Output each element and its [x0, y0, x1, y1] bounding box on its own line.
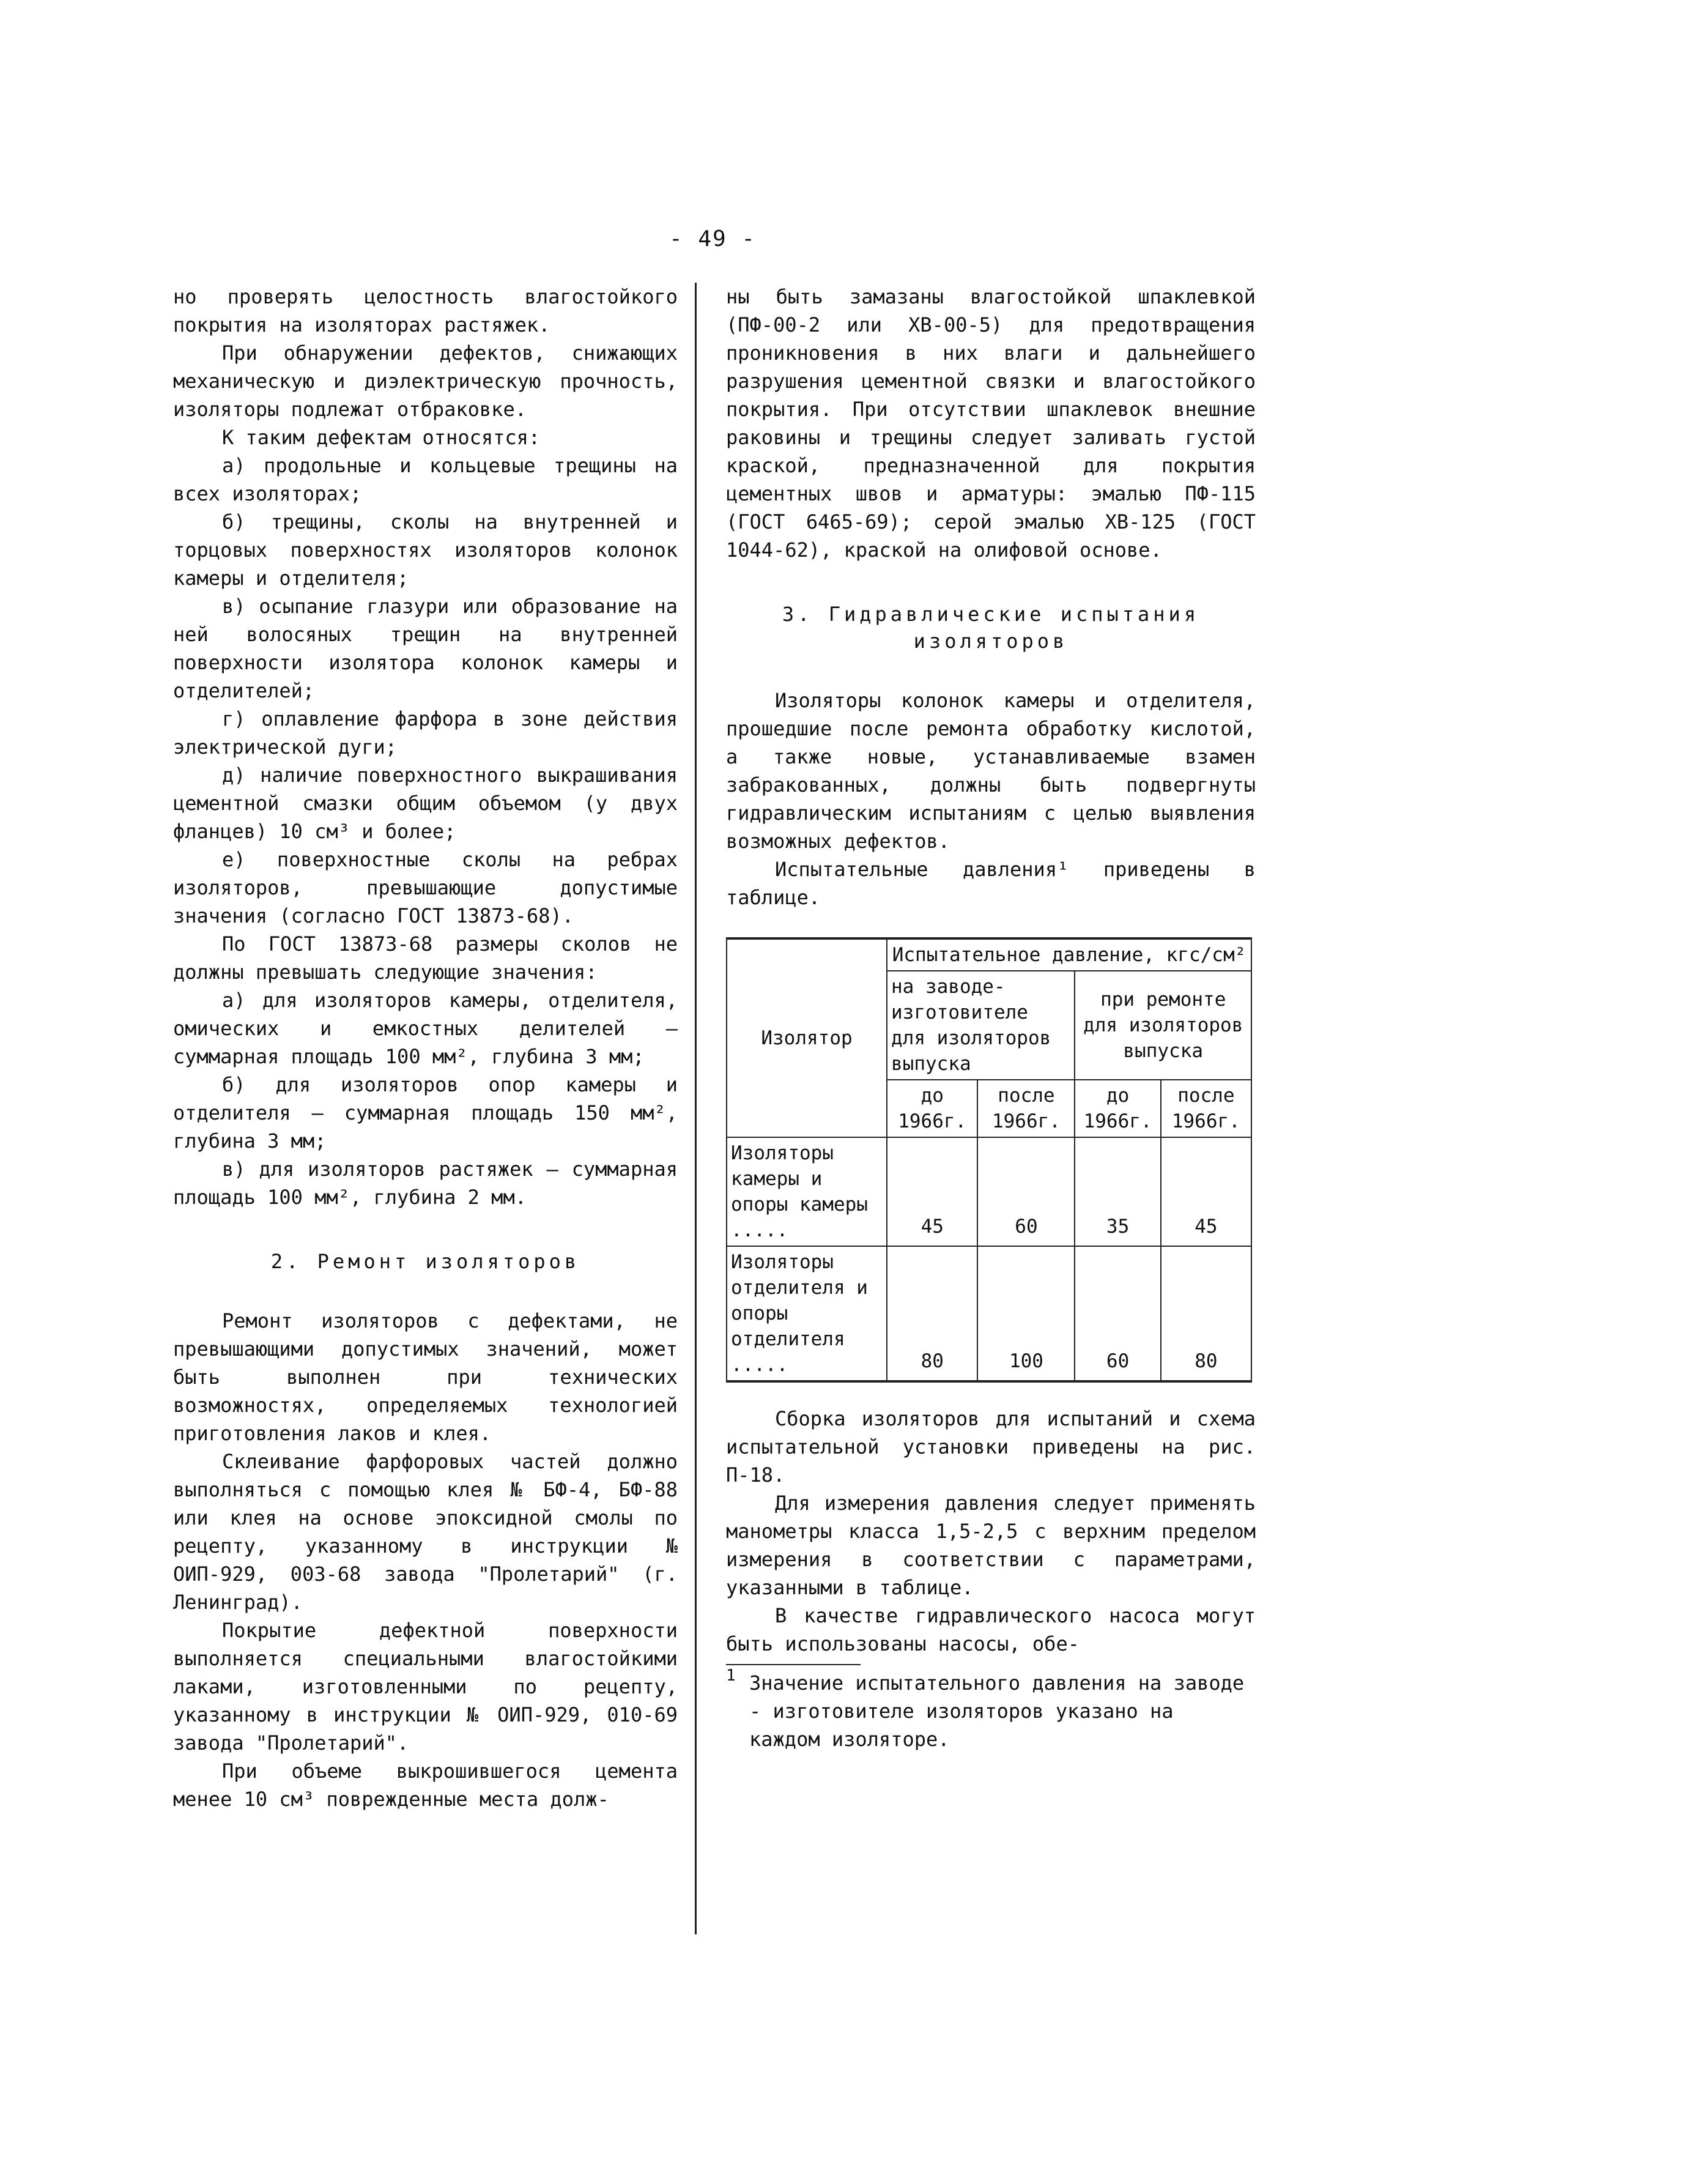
table-row [727, 1137, 1251, 1246]
paragraph-putty-continuation: ны быть замазаны влагостойкой шпаклевкой (ПФ-00-2 или ХВ-00-5) для предотвращения проникновения в них влаги и дальнейшего разрушения цементной связки и влагостойкого покрытия. При отсутствии шпаклевок внешние раковины и трещины следует заливать густой краской, предназначенной для покрытия цементных швов и арматуры: эмалью ПФ-115 (ГОСТ 6465-69); серой эмалью ХВ-125 (ГОСТ 1044-62), краской на олифовой основе. [726, 285, 1256, 562]
cell-value: 60 [977, 1137, 1075, 1246]
paragraph-defects-list-title: К таким дефектам относятся: [222, 426, 541, 449]
column-divider [695, 283, 697, 1934]
row-name: Изоляторы отделителя и опоры отделителя ..... [727, 1246, 887, 1381]
right-column [726, 283, 1256, 1753]
header-factory-before: до 1966г. [887, 1080, 977, 1137]
row-name: Изоляторы камеры и опоры камеры ..... [727, 1137, 887, 1246]
section-3-heading [726, 601, 1256, 655]
paragraph-gost-limits: По ГОСТ 13873-68 размеры сколов не должны превышать следующие значения: [173, 932, 678, 984]
cell-value: 45 [1161, 1137, 1251, 1246]
footnote-text: Значение испытательного давления на заводе - изготовителе изоляторов указано на каждом изоляторе. [749, 1671, 1245, 1751]
cell-value: 45 [887, 1137, 977, 1246]
footnote-rule [726, 1664, 861, 1665]
repair-paragraph-2: Склеивание фарфоровых частей должно выполняться с помощью клея № БФ-4, БФ-88 или клея на основе эпоксидной смолы по рецепту, указанному в инструкции № ОИП-929, 003-68 завода "Пролетарий" (г. Ленинград). [173, 1450, 678, 1614]
page-number: - 49 - [669, 226, 757, 251]
limit-item-b: б) для изоляторов опор камеры и отделителя — суммарная площадь 150 мм², глубина 3 мм; [173, 1073, 678, 1153]
cell-value: 100 [977, 1246, 1075, 1381]
cell-value: 60 [1075, 1246, 1160, 1381]
defect-item-e: е) поверхностные сколы на ребрах изоляторов, превышающие допустимые значения (согласно ГОСТ 13873-68). [173, 848, 678, 927]
cell-value: 35 [1075, 1137, 1160, 1246]
manometer-paragraph: Для измерения давления следует применять манометры класса 1,5-2,5 с верхним пределом измерения в соответствии с параметрами, указанными в таблице. [726, 1491, 1256, 1599]
footnote-mark: 1 [726, 1666, 736, 1685]
table-row [727, 1246, 1251, 1381]
header-repair-before: до 1966г. [1075, 1080, 1160, 1137]
header-factory: на заводе-изготовителе для изоляторов выпуска [887, 971, 1075, 1080]
defect-item-v: в) осыпание глазури или образование на ней волосяных трещин на внутренней поверхности изолятора колонок камеры и отделителей; [173, 595, 678, 702]
footnote [726, 1666, 1256, 1753]
hydraulic-test-paragraph: Изоляторы колонок камеры и отделителя, прошедшие после ремонта обработку кислотой, а также новые, устанавливаемые взамен забракованных, должны быть подвергнуты гидравлическим испытаниям с целью выявления возможных дефектов. [726, 689, 1256, 853]
pump-paragraph: В качестве гидравлического насоса могут быть использованы насосы, обе- [726, 1604, 1256, 1655]
limit-item-v: в) для изоляторов растяжек — суммарная площадь 100 мм², глубина 2 мм. [173, 1157, 678, 1209]
cell-value: 80 [1161, 1246, 1251, 1381]
left-column [173, 283, 678, 1813]
test-pressure-reference: Испытательные давления¹ приведены в таблице. [726, 858, 1256, 909]
section-3-heading-line-2: изоляторов [913, 630, 1069, 653]
repair-paragraph-3: Покрытие дефектной поверхности выполняется специальными влагостойкими лаками, изготовленными по рецепту, указанному в инструкции № ОИП-929, 010-69 завода "Пролетарий". [173, 1619, 678, 1755]
cell-value: 80 [887, 1246, 977, 1381]
table-header-row [727, 938, 1251, 971]
defect-item-a: а) продольные и кольцевые трещины на всех изоляторах; [173, 454, 678, 505]
header-factory-after: после 1966г. [977, 1080, 1075, 1137]
limit-item-a: а) для изоляторов камеры, отделителя, омических и емкостных делителей — суммарная площадь 100 мм², глубина 3 мм; [173, 989, 678, 1068]
header-isolator: Изолятор [727, 938, 887, 1137]
header-repair: при ремонте для изоляторов выпуска [1075, 971, 1251, 1080]
repair-paragraph-4: При объеме выкрошившегося цемента менее 10 см³ поврежденные места долж- [173, 1759, 678, 1811]
repair-paragraph-1: Ремонт изоляторов с дефектами, не превышающими допустимых значений, может быть выполнен при технических возможностях, определяемых технологией приготовления лаков и клея. [173, 1309, 678, 1445]
section-2-heading: 2. Ремонт изоляторов [270, 1250, 580, 1273]
defect-item-d: д) наличие поверхностного выкрашивания цементной смазки общим объемом (у двух фланцев) 10 см³ и более; [173, 763, 678, 843]
header-repair-after: после 1966г. [1161, 1080, 1251, 1137]
paragraph-continuation: но проверять целостность влагостойкого покрытия на изоляторах растяжек. [173, 285, 678, 336]
section-3-heading-line-1: 3. Гидравлические испытания [782, 603, 1200, 626]
paragraph-defects-intro: При обнаружении дефектов, снижающих механическую и диэлектрическую прочность, изоляторы подлежат отбраковке. [173, 341, 678, 421]
test-pressure-table [726, 937, 1252, 1383]
defect-item-g: г) оплавление фарфора в зоне действия электрической дуги; [173, 707, 678, 759]
defect-item-b: б) трещины, сколы на внутренней и торцовых поверхностях изоляторов колонок камеры и отделителя; [173, 510, 678, 590]
header-test-pressure: Испытательное давление, кгс/см² [887, 938, 1251, 971]
assembly-paragraph: Сборка изоляторов для испытаний и схема испытательной установки приведены на рис. П-18. [726, 1407, 1256, 1487]
